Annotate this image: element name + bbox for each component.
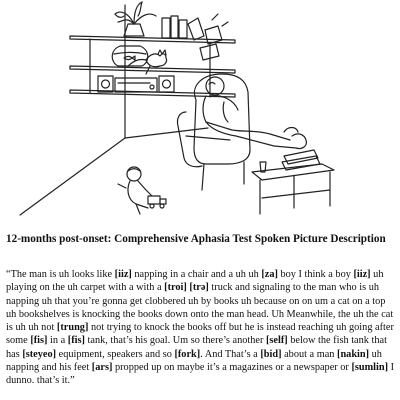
transcript-text: “The man is uh looks like: [6, 269, 115, 280]
man-icon: [203, 77, 306, 149]
transcript-text: equipment, speakers and so: [56, 348, 175, 360]
paraphasia-token: [fork]: [174, 348, 201, 360]
paraphasia-token: [iiz]: [353, 269, 371, 280]
transcript-text: uh playing on the uh carpet with a with a: [6, 269, 384, 294]
figure-caption: 12-months post-onset: Comprehensive Aphasia Test Spoken Picture Description: [6, 233, 386, 245]
transcript-text: not trying to knock the books off but he is instead reaching uh going after some: [6, 322, 394, 347]
transcript-text: below the fish tank that has: [6, 335, 387, 360]
transcript-text: boy I think a boy: [277, 269, 354, 280]
stereo-icon: [98, 76, 174, 92]
transcript-text: truck and signaling to the man who is uh napping uh that you’re gonna get clobbered uh by books uh because on on um a cat on a top uh bookshelves is knocking the books down onto the man head. Uh Meanwhile, the uh the cat is uh uh not: [6, 282, 394, 334]
paraphasia-token: [fis]: [67, 335, 85, 347]
truck-icon: [148, 196, 166, 208]
plant-icon: [115, 2, 156, 36]
paraphasia-token: [bid]: [260, 348, 282, 360]
transcript-text: I dunno. that’s it.”: [6, 362, 395, 387]
boy-icon: [118, 167, 152, 214]
transcript-text: tank, that’s his goal. Um so there’s another: [84, 335, 266, 347]
paraphasia-token: [steyeo]: [22, 348, 57, 360]
paraphasia-token: [self]: [265, 335, 288, 347]
transcript-text: uh napping and his feet: [6, 348, 382, 374]
paraphasia-token: [trung]: [56, 322, 89, 334]
transcript-text: propped up on maybe it’s a magazines or a newspaper or: [112, 362, 352, 374]
paraphasia-token: [fis]: [30, 335, 48, 347]
paraphasia-token: [troi]: [164, 282, 187, 294]
speech-transcript: [6, 268, 398, 388]
books-icon: [162, 14, 228, 60]
fish-tank-icon: [112, 46, 148, 66]
armchair-icon: [177, 74, 250, 190]
transcript-text: napping in a chair and a uh uh: [131, 269, 262, 280]
paraphasia-token: [za]: [261, 269, 278, 280]
transcript-text: in a: [47, 335, 68, 347]
side-table-icon: [252, 150, 334, 214]
transcript-text: . And That’s a: [200, 348, 261, 360]
paraphasia-token: [iiz]: [114, 269, 132, 280]
paraphasia-token: [nakin]: [337, 348, 370, 360]
transcript-text: about a man: [281, 348, 338, 360]
paraphasia-token: [ars]: [91, 362, 113, 374]
paraphasia-token: [sumlin]: [351, 362, 389, 374]
paraphasia-token: [trə]: [189, 282, 209, 294]
